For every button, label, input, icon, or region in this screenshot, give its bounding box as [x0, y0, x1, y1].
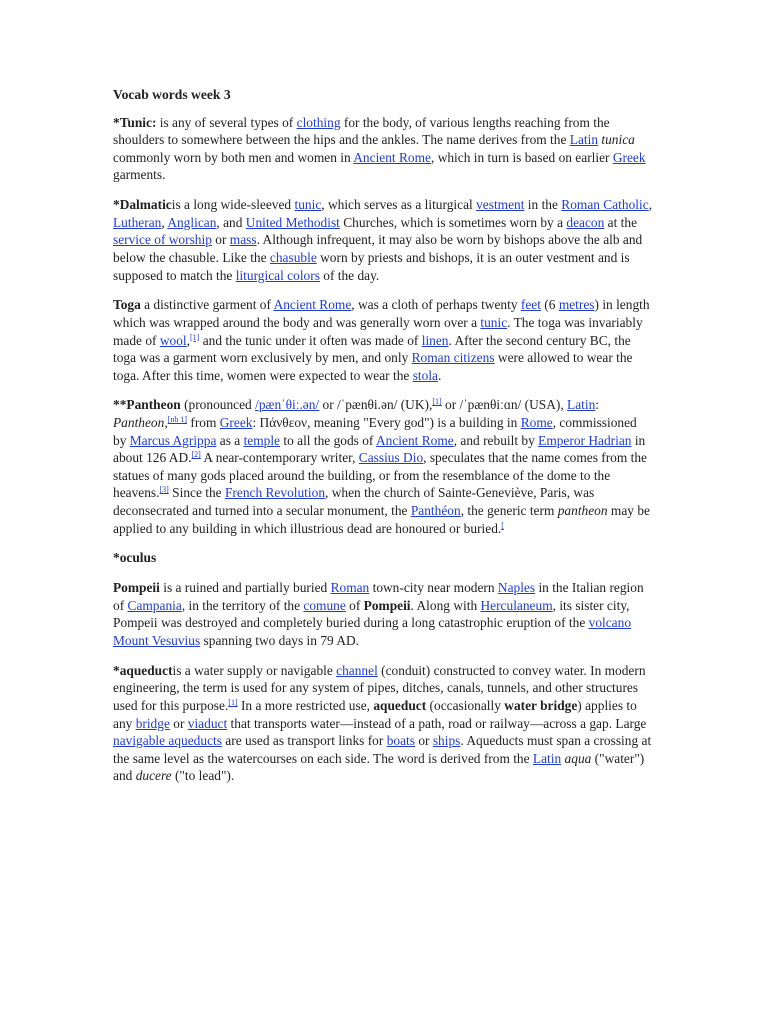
aqueduct-text: or	[414, 733, 433, 749]
link-volcano[interactable]: volcano	[588, 615, 632, 631]
link-greek[interactable]: Greek	[612, 149, 646, 165]
link-tunic[interactable]: tunic	[294, 197, 322, 213]
document-title: Vocab words week 3	[113, 87, 231, 102]
link-ships[interactable]: ships	[432, 733, 461, 749]
pantheon-italic: pantheon	[557, 503, 608, 519]
pompeii-term: Pompeii	[113, 580, 160, 596]
link-vestment[interactable]: vestment	[476, 197, 525, 213]
link-ancient-rome[interactable]: Ancient Rome	[353, 149, 431, 165]
link-campania[interactable]: Campania	[127, 597, 182, 613]
pantheon-text: or /ˈpænθiːɑn/ (USA),	[441, 397, 568, 413]
footnote-ref[interactable]: [1]	[190, 332, 200, 342]
link-wool[interactable]: wool	[159, 332, 187, 348]
dalmatic-text: ,	[161, 214, 168, 230]
dalmatic-text: worn by priests and bishops, it is an outer vestment and is supposed to match the	[113, 249, 630, 283]
pantheon-text: , commissioned by	[113, 415, 637, 448]
aqueduct-text: In a more restricted use,	[237, 697, 374, 713]
toga-text: . After the second century BC, the toga was a garment worn exclusively by men, and only	[113, 332, 631, 366]
dalmatic-text: in the	[524, 197, 562, 213]
link-lutheran[interactable]: Lutheran	[113, 214, 162, 230]
link-ipa[interactable]: /pænˈθiː.ən/	[255, 397, 320, 413]
pantheon-text: A near-contemporary writer,	[200, 450, 359, 466]
toga-text: . The toga was invariably made of	[113, 314, 643, 348]
pantheon-text: Since the	[168, 485, 225, 501]
link-channel[interactable]: channel	[336, 662, 378, 678]
tunic-text: for the body, of various lengths reaching from the shoulders to somewhere between the hips and the ankles. The name derives from the	[113, 114, 610, 148]
pantheon-text: to all the gods of	[280, 432, 376, 448]
link-french-revolution[interactable]: French Revolution	[224, 485, 326, 501]
tunic-entry	[113, 114, 653, 184]
aqueduct-text: ("water") and	[113, 750, 645, 784]
dalmatic-text: or	[211, 232, 230, 248]
link-greek[interactable]: Greek	[219, 415, 253, 431]
toga-entry	[113, 296, 653, 384]
pantheon-italic: Pantheon	[113, 415, 165, 431]
link-linen[interactable]: linen	[421, 332, 449, 348]
pompeii-text: in the Italian region of	[113, 580, 644, 613]
link-service-of-worship[interactable]: service of worship	[113, 232, 212, 248]
pompeii-text: , in the territory of the	[181, 597, 304, 613]
dalmatic-text: is a long wide-sleeved	[171, 197, 295, 213]
link-bridge[interactable]: bridge	[135, 715, 170, 731]
link-pantheon-paris[interactable]: Panthéon	[410, 503, 461, 519]
link-chasuble[interactable]: chasuble	[269, 249, 317, 265]
aqueduct-text: (occasionally	[426, 697, 505, 713]
toga-text: , was a cloth of perhaps twenty	[351, 297, 521, 313]
toga-text: (6	[540, 297, 559, 313]
pantheon-text: , speculates that the name comes from the statues of many gods placed around the building, or from the resemblance of the dome to the heavens.	[113, 450, 647, 501]
toga-term: Toga	[113, 297, 141, 313]
link-rome[interactable]: Rome	[520, 415, 553, 431]
aqua-italic: aqua	[564, 750, 592, 766]
link-metres[interactable]: metres	[558, 297, 595, 313]
aqueduct-text: that transports water—instead of a path, road or railway—across a gap. Large	[227, 715, 647, 731]
dalmatic-text: , which serves as a liturgical	[321, 197, 477, 213]
tunic-text: garments.	[113, 167, 166, 183]
pantheon-text: , and rebuilt by	[453, 432, 539, 448]
aqueduct-text: are used as transport links for	[221, 733, 387, 749]
link-feet[interactable]: feet	[520, 297, 541, 313]
link-latin[interactable]: Latin	[532, 750, 562, 766]
ducere-italic: ducere	[135, 768, 172, 784]
link-clothing[interactable]: clothing	[296, 114, 341, 130]
aqueduct-text: ("to lead").	[171, 768, 235, 784]
link-tunic[interactable]: tunic	[480, 314, 508, 330]
dalmatic-text: ,	[648, 197, 653, 213]
footnote-ref[interactable]: [nb 1]	[167, 415, 188, 425]
dalmatic-entry	[113, 196, 653, 284]
pompeii-entry	[113, 579, 653, 649]
dalmatic-text: , and	[216, 214, 246, 230]
dalmatic-term: *Dalmatic	[113, 197, 172, 213]
link-temple[interactable]: temple	[243, 432, 281, 448]
aqueduct-text: is a water supply or navigable	[172, 662, 337, 678]
pantheon-entry	[113, 396, 653, 537]
link-roman-citizens[interactable]: Roman citizens	[411, 350, 495, 366]
footnote-ref[interactable]: [3]	[159, 485, 169, 495]
link-roman-catholic[interactable]: Roman Catholic	[561, 197, 649, 213]
link-boats[interactable]: boats	[386, 733, 415, 749]
dalmatic-text: of the day.	[319, 267, 380, 283]
link-emperor-hadrian[interactable]: Emperor Hadrian	[538, 432, 632, 448]
aqueduct-text: ) applies to any	[113, 697, 637, 731]
link-mass[interactable]: mass	[229, 232, 257, 248]
link-latin[interactable]: Latin	[567, 397, 596, 413]
tunica-italic: tunica	[601, 132, 635, 148]
pompeii-text: of	[345, 597, 364, 613]
tunic-term: *Tunic:	[113, 114, 157, 130]
link-cassius-dio[interactable]: Cassius Dio	[358, 450, 424, 466]
aqueduct-text: . Aqueducts must span a crossing at the same level as the watercourses on each side. The word is derived from the	[113, 733, 652, 766]
toga-text: a distinctive garment of	[140, 297, 274, 313]
toga-text: were allowed to wear the toga. After this time, women were expected to wear the	[113, 350, 633, 383]
pantheon-term: **Pantheon	[113, 397, 181, 413]
link-naples[interactable]: Naples	[497, 580, 536, 596]
pantheon-text: from	[187, 415, 220, 431]
aqueduct-text: or	[169, 715, 188, 731]
pantheon-text: : Πάνθεον, meaning "Every god") is a building in	[252, 415, 521, 431]
dalmatic-text: Churches, which is sometimes worn by a	[339, 214, 567, 230]
tunic-text: , which in turn is based on earlier	[431, 149, 613, 165]
link-latin[interactable]: Latin	[569, 132, 599, 148]
toga-text: .	[438, 367, 442, 383]
toga-text: ,	[186, 332, 191, 348]
pompeii-text: is a ruined and partially buried	[159, 580, 331, 596]
dalmatic-text: at the	[604, 214, 638, 230]
pantheon-text: , when the church of Sainte-Geneviève, Paris, was deconsecrated and turned into a secular monument, the	[113, 485, 595, 519]
pantheon-text: may be applied to any building in which illustrious dead are honoured or buried.	[113, 503, 650, 536]
link-ancient-rome[interactable]: Ancient Rome	[375, 432, 454, 448]
link-stola[interactable]: stola	[412, 367, 438, 383]
pantheon-text: (pronounced	[180, 397, 256, 413]
water-bridge-bold: water bridge	[504, 697, 578, 713]
aqueduct-text: (conduit) constructed to convey water. In modern engineering, the term is used for any system of pipes, ditches, canals, tunnels, and other structures used for this purpose.	[113, 662, 646, 713]
link-herculaneum[interactable]: Herculaneum	[480, 597, 553, 613]
pompeii-bold: Pompeii	[363, 597, 411, 613]
link-viaduct[interactable]: viaduct	[187, 715, 228, 731]
oculus-entry	[113, 549, 653, 567]
link-deacon[interactable]: deacon	[566, 214, 605, 230]
link-marcus-agrippa[interactable]: Marcus Agrippa	[129, 432, 217, 448]
dalmatic-text: . Although infrequent, it may also be worn by bishops above the alb and below the chasuble. Like the	[113, 232, 643, 265]
aqueduct-bold: aqueduct	[373, 697, 427, 713]
aqueduct-entry	[113, 662, 653, 785]
pompeii-text: town-city near modern	[369, 580, 498, 596]
link-comune[interactable]: comune	[303, 597, 346, 613]
link-liturgical-colors[interactable]: liturgical colors	[235, 267, 320, 283]
pantheon-text: in about 126 AD.	[113, 432, 646, 466]
footnote-ref[interactable]: [2]	[191, 450, 201, 460]
toga-text: ) in length which was wrapped around the body and was generally worn over a	[113, 297, 650, 330]
toga-text: and the tunic under it often was made of	[199, 332, 422, 348]
link-mount-vesuvius[interactable]: Mount Vesuvius	[113, 632, 201, 648]
footnote-ref[interactable]: [1]	[432, 397, 442, 407]
document-page	[113, 86, 653, 797]
link-roman[interactable]: Roman	[330, 580, 370, 596]
tunic-text: is any of several types of	[156, 114, 297, 130]
pompeii-text: spanning two days in 79 AD.	[200, 632, 360, 648]
footnote-ref[interactable]: [1]	[228, 697, 238, 707]
pantheon-text: , the generic term	[460, 503, 558, 519]
oculus-term: *oculus	[113, 550, 157, 566]
pompeii-text: , its sister city, Pompeii was destroyed and completely buried during a long catastrophic eruption of the	[113, 597, 630, 631]
pantheon-text: or /ˈpænθi.ən/ (UK),	[319, 397, 433, 413]
pantheon-text: as a	[216, 432, 244, 448]
aqueduct-term: *aqueduct	[113, 662, 173, 678]
link-ancient-rome[interactable]: Ancient Rome	[273, 297, 352, 313]
tunic-text: commonly worn by both men and women in	[113, 149, 354, 165]
link-united-methodist[interactable]: United Methodist	[245, 214, 340, 230]
link-navigable-aqueducts[interactable]: navigable aqueducts	[113, 733, 222, 749]
pantheon-text: :	[595, 397, 600, 413]
link-anglican[interactable]: Anglican	[167, 214, 217, 230]
pantheon-text: ,	[164, 415, 168, 431]
pompeii-text: . Along with	[410, 597, 481, 613]
footnote-ref[interactable]: [	[501, 520, 504, 530]
